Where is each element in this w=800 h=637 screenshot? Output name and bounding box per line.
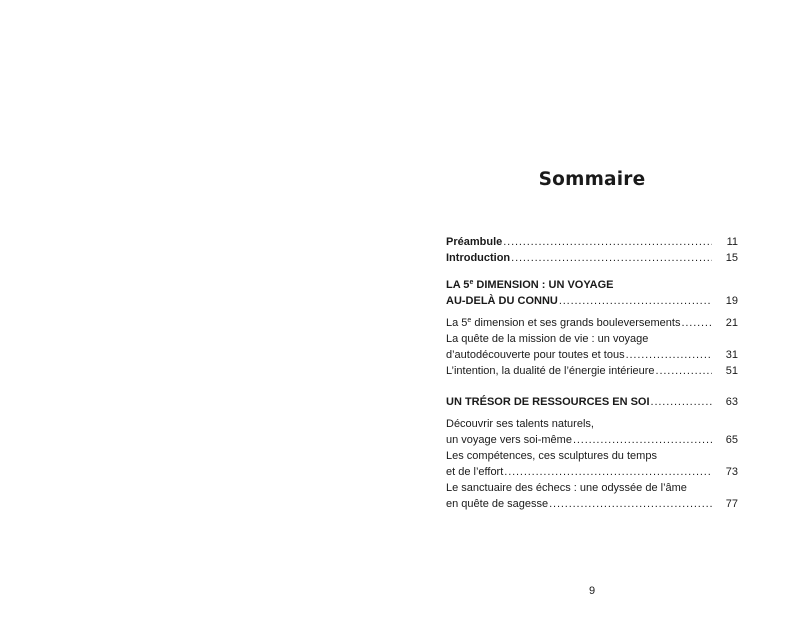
toc-entry-label: L’intention, la dualité de l’énergie intérieure [446,365,655,377]
leader-dots [511,250,712,266]
toc-entry-preambule[interactable] [446,234,738,250]
page-title: Sommaire [538,169,646,190]
leader-dots [626,347,712,363]
toc-page-number: 65 [725,434,738,446]
toc-page-number: 19 [725,295,738,307]
toc-entry-line: Le sanctuaire des échecs : une odyssée de l’âme [446,482,687,494]
toc-page-number: 31 [725,349,738,361]
toc-page-number: 73 [725,466,738,478]
toc-page-number: 77 [725,498,738,510]
leader-dots [573,432,712,448]
leader-dots [681,315,712,331]
toc-entry[interactable] [446,496,738,512]
toc-entry-line: Les compétences, ces sculptures du temps [446,450,657,462]
toc-entry-line: Découvrir ses talents naturels, [446,418,594,430]
toc-page-number: 21 [725,317,738,329]
toc-entry-label: un voyage vers soi-même [446,434,572,446]
toc-entry-line: La quête de la mission de vie : un voyage [446,333,649,345]
toc-entry-label: et de l’effort [446,466,504,478]
toc-entry-label: AU-DELÀ DU CONNU [446,295,558,307]
toc-entry-label: UN TRÉSOR DE RESSOURCES EN SOI [446,396,650,408]
toc-page-number: 51 [725,365,738,377]
leader-dots [503,234,712,250]
toc-part-heading-2[interactable] [446,394,738,410]
leader-dots [504,464,712,480]
toc-entry-label: Préambule [446,236,503,248]
toc-entry-label: en quête de sagesse [446,498,549,510]
toc-entry[interactable] [446,315,738,331]
toc-entry-label: La 5e dimension et ses grands bouleversements [446,317,681,329]
toc-entry[interactable] [446,347,738,363]
toc-entry-introduction[interactable] [446,250,738,266]
toc-entry[interactable] [446,464,738,480]
toc-entry[interactable] [446,363,738,379]
leader-dots [549,496,712,512]
toc-part-heading-1[interactable] [446,293,738,309]
table-of-contents [446,234,738,512]
page-number: 9 [588,585,596,597]
part-heading-line: LA 5e DIMENSION : UN VOYAGE [446,279,614,291]
toc-page-number: 63 [725,396,738,408]
leader-dots [656,363,712,379]
toc-entry-label: d’autodécouverte pour toutes et tous [446,349,625,361]
toc-page-number: 15 [725,252,738,264]
leader-dots [651,394,712,410]
toc-page-number: 11 [726,236,738,248]
toc-entry-label: Introduction [446,252,511,264]
toc-entry[interactable] [446,432,738,448]
leader-dots [559,293,712,309]
